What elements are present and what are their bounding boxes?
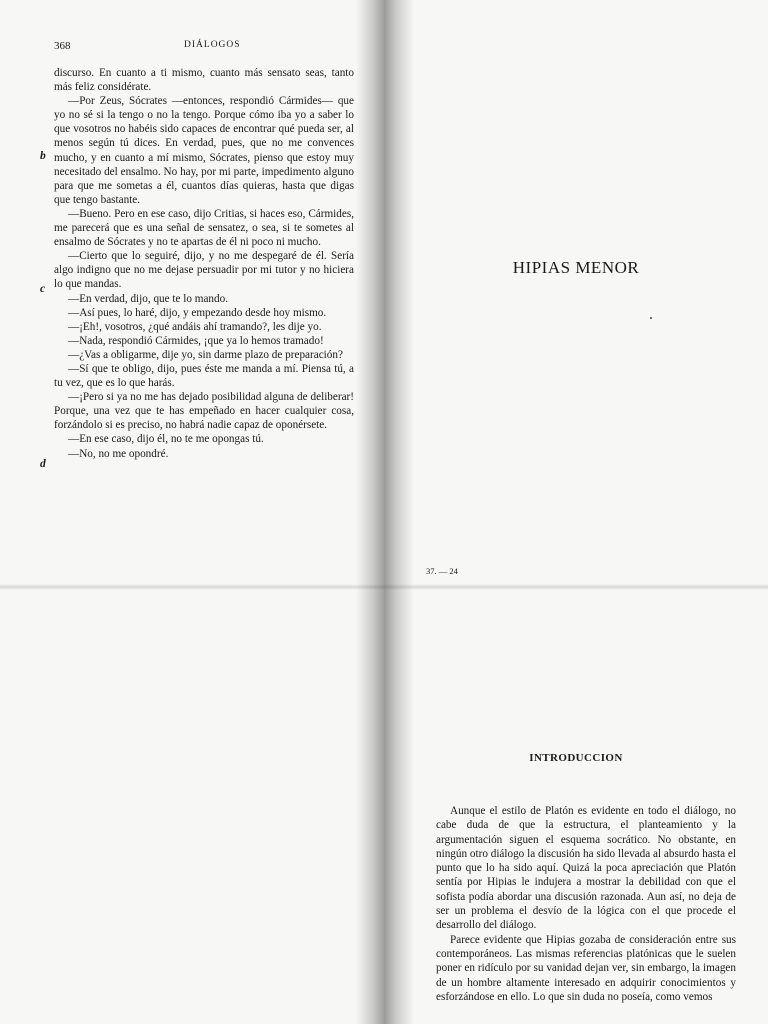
page-gutter-shadow (384, 590, 414, 1024)
left-page-bottom-blank (0, 590, 384, 1024)
dialogue-paragraph: —Nada, respondió Cármides, ¡que ya lo hemos tramado! (68, 334, 324, 347)
page-number: 368 (54, 40, 71, 52)
page-gutter-shadow (356, 590, 384, 1024)
introduction-text (436, 804, 736, 1004)
running-title: DIÁLOGOS (184, 40, 241, 50)
signature-folio: 37. — 24 (426, 566, 458, 576)
work-title: HIPIAS MENOR (512, 258, 640, 277)
print-speck (650, 317, 652, 319)
dialogue-paragraph: —Por Zeus, Sócrates —entonces, respondió Cármides— que yo no sé si la tengo o no la tengo. Porque cómo iba yo a saber lo que vosotros no habéis sido capaces de encontrar qué pueda ser, al menos según tú dices. En verdad, pues, que no me convences mucho, y en cuanto a mí mismo, Sócrates, pienso que estoy muy necesitado del ensalmo. No hay, por mi parte, impedimento alguno para que me sometas a él, cuantos días quieras, hasta que digas que tengo bastante. (54, 95, 354, 206)
page-gutter-shadow (356, 0, 384, 590)
margin-letter-d: d (40, 458, 46, 470)
dialogue-paragraph: —¡Eh!, vosotros, ¿qué andáis ahí tramando?, les dije yo. (68, 320, 322, 333)
right-page-bottom (384, 590, 768, 1024)
right-page-top (384, 0, 768, 590)
page-gutter-shadow (384, 0, 414, 590)
introduction-paragraph: Aunque el estilo de Platón es evidente en todo el diálogo, no cabe duda de que la estructura, el planteamiento y la argumentación siguen el esquema socrático. No obstante, en ningún otro diálogo la discusión ha sido llevada al absurdo hasta el punto que lo ha sido aquí. Quizá la poca apreciación que Platón sentía por Hipias le indujera a mostrar la debilidad con que el sofista podía abordar una discusión razonada. Aun así, no deja de ser un problema el desvío de la lógica con el que procede el desarrollo del diálogo. (436, 805, 736, 932)
dialogue-paragraph: —Sí que te obligo, dijo, pues éste me manda a mí. Piensa tú, a tu vez, que es lo que harás. (54, 362, 354, 390)
scan-seam (0, 584, 768, 590)
dialogue-paragraph: —No, no me opondré. (68, 447, 169, 460)
dialogue-paragraph: —Así pues, lo haré, dijo, y empezando desde hoy mismo. (68, 306, 327, 319)
dialogue-paragraph: —¿Vas a obligarme, dije yo, sin darme plazo de preparación? (68, 348, 343, 361)
introduction-paragraph: Parece evidente que Hipias gozaba de consideración entre sus contemporáneos. Las mismas referencias platónicas que le suelen poner en ridículo por su vanidad dejan ver, sin embargo, la imagen de un hombre altamente interesado en adquirir conocimientos y esforzándose en ello. Lo que sin duda no poseía, como vemos (436, 933, 736, 1003)
dialogue-paragraph: discurso. En cuanto a ti mismo, cuanto más sensato seas, tanto más feliz considérate. (54, 67, 354, 94)
dialogue-paragraph: —Cierto que lo seguiré, dijo, y no me despegaré de él. Sería algo indigno que no me dejase persuadir por mi tutor y no hiciera lo que mandas. (54, 250, 354, 291)
dialogue-text (54, 66, 354, 461)
dialogue-paragraph: —En ese caso, dijo él, no te me opongas tú. (68, 433, 264, 446)
left-page-top (0, 0, 384, 590)
dialogue-paragraph: —En verdad, dijo, que te lo mando. (68, 292, 229, 305)
section-heading: INTRODUCCION (529, 752, 623, 764)
dialogue-paragraph: —Bueno. Pero en ese caso, dijo Critias, si haces eso, Cármides, me parecerá que es una señal de sensatez, o sea, si te sometes al ensalmo de Sócrates y no te apartas de él ni poco ni mucho. (54, 207, 354, 249)
dialogue-paragraph: —¡Pero si ya no me has dejado posibilidad alguna de deliberar! Porque, una vez que te has empeñado en hacer cualquier cosa, forzándolo si es preciso, no habrá nadie capaz de oponérsete. (54, 391, 354, 432)
margin-letter-c: c (40, 283, 46, 295)
margin-letter-b: b (40, 150, 46, 162)
